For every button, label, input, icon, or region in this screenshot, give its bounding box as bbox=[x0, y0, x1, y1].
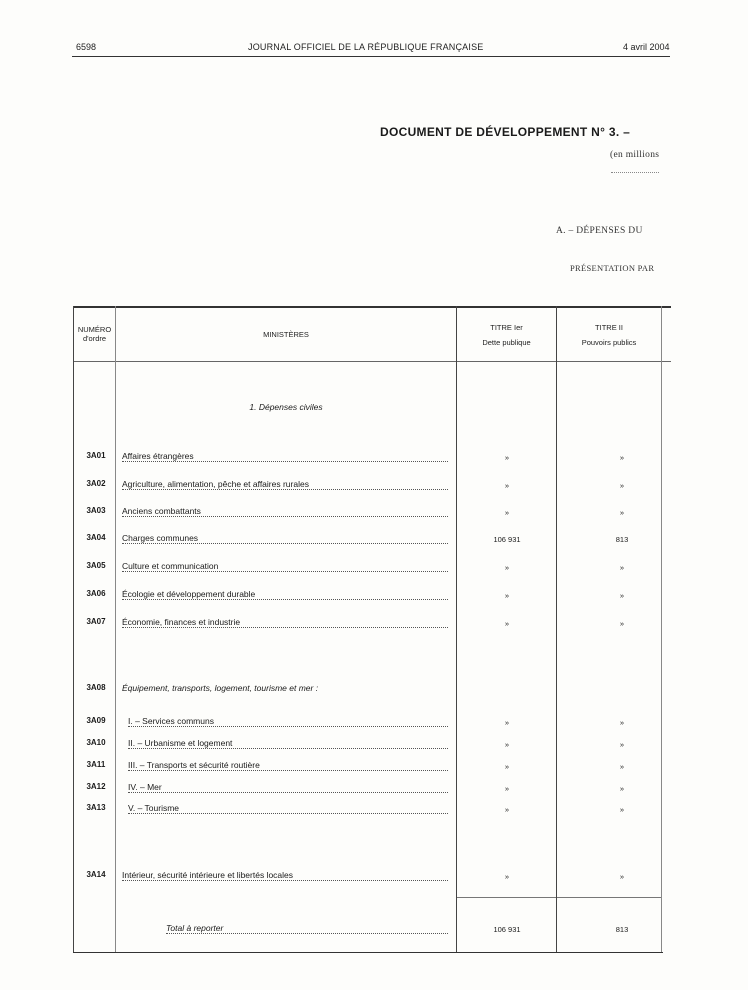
row-label: Agriculture, alimentation, pêche et affaires rurales bbox=[122, 479, 309, 489]
leader-dots bbox=[128, 726, 448, 727]
row-titre2: » bbox=[619, 508, 625, 517]
row-titre1: » bbox=[504, 784, 510, 793]
row-titre2: » bbox=[619, 563, 625, 572]
header-titre1 bbox=[457, 323, 556, 348]
row-code: 3A07 bbox=[86, 617, 106, 626]
row-titre2: » bbox=[619, 619, 625, 628]
row-titre2: » bbox=[619, 481, 625, 490]
row-titre1: » bbox=[504, 718, 510, 727]
document-title: DOCUMENT DE DÉVELOPPEMENT N° 3. – bbox=[380, 125, 631, 139]
row-titre1: » bbox=[504, 740, 510, 749]
row-code: 3A13 bbox=[86, 803, 106, 812]
header-ministeres: MINISTÈRES bbox=[263, 330, 309, 339]
row-label: III. – Transports et sécurité routière bbox=[128, 760, 260, 770]
row-code: 3A10 bbox=[86, 738, 106, 747]
header-titre1-l2: Dette publique bbox=[482, 338, 531, 348]
row-label: IV. – Mer bbox=[128, 782, 162, 792]
row-label: Anciens combattants bbox=[122, 506, 201, 516]
row-titre2: » bbox=[619, 740, 625, 749]
row-titre1: » bbox=[504, 481, 510, 490]
row-label: V. – Tourisme bbox=[128, 803, 180, 813]
row-label: II. – Urbanisme et logement bbox=[128, 738, 233, 748]
row-titre2: » bbox=[619, 872, 625, 881]
table-bottom-rule bbox=[73, 952, 663, 953]
row-label: Écologie et développement durable bbox=[122, 589, 256, 599]
leader-dots bbox=[122, 571, 448, 572]
journal-title: JOURNAL OFFICIEL DE LA RÉPUBLIQUE FRANÇAISE bbox=[248, 42, 484, 52]
row-code: 3A02 bbox=[86, 479, 106, 488]
row-titre1: » bbox=[504, 762, 510, 771]
row-titre2: » bbox=[619, 762, 625, 771]
row-titre1: 106 931 bbox=[493, 535, 521, 544]
leader-dots bbox=[122, 543, 448, 544]
publication-date: 4 avril 2004 bbox=[623, 42, 670, 52]
leader-dots bbox=[122, 516, 448, 517]
unit-underline bbox=[611, 172, 659, 173]
leader-dots bbox=[166, 933, 448, 934]
row-label: Culture et communication bbox=[122, 561, 219, 571]
total-separator bbox=[456, 897, 661, 898]
row-titre1: » bbox=[504, 872, 510, 881]
header-numero-l1: NUMÉRO bbox=[77, 325, 112, 334]
row-code: 3A14 bbox=[86, 870, 106, 879]
row-code: 3A01 bbox=[86, 451, 106, 460]
col-border-ministeres bbox=[456, 306, 457, 952]
leader-dots bbox=[128, 770, 448, 771]
row-label: Affaires étrangères bbox=[122, 451, 194, 461]
subsection-title: PRÉSENTATION PAR bbox=[570, 263, 655, 273]
row-titre2: » bbox=[619, 805, 625, 814]
row-titre2: » bbox=[619, 784, 625, 793]
header-titre1-l1: TITRE Ier bbox=[490, 323, 523, 332]
group-title: 1. Dépenses civiles bbox=[249, 402, 323, 412]
row-label: Économie, finances et industrie bbox=[122, 617, 241, 627]
header-numero bbox=[74, 325, 115, 344]
total-label: Total à reporter bbox=[166, 923, 224, 933]
total-titre1: 106 931 bbox=[493, 925, 521, 934]
row-code: 3A06 bbox=[86, 589, 106, 598]
row-titre2: » bbox=[619, 453, 625, 462]
leader-dots bbox=[122, 599, 448, 600]
unit-note: (en millions bbox=[610, 150, 660, 160]
row-titre2: » bbox=[619, 591, 625, 600]
row-code: 3A03 bbox=[86, 506, 106, 515]
col-border-titre1 bbox=[556, 306, 557, 952]
leader-dots bbox=[128, 792, 448, 793]
row-titre2: 813 bbox=[615, 535, 629, 544]
leader-dots bbox=[128, 748, 448, 749]
row-code: 3A11 bbox=[86, 760, 106, 769]
row-titre1: » bbox=[504, 508, 510, 517]
section-title: A. – DÉPENSES DU bbox=[556, 226, 643, 236]
col-border-left bbox=[73, 306, 74, 952]
row-code: 3A04 bbox=[86, 533, 106, 542]
header-rule bbox=[72, 56, 670, 57]
table-top-rule bbox=[73, 306, 671, 308]
header-numero-l2: d'ordre bbox=[82, 334, 107, 344]
row-label: Intérieur, sécurité intérieure et libertés locales bbox=[122, 870, 294, 880]
row-titre1: » bbox=[504, 563, 510, 572]
row-titre2: » bbox=[619, 718, 625, 727]
row-titre1: » bbox=[504, 591, 510, 600]
row-code: 3A08 bbox=[86, 683, 106, 692]
header-titre2 bbox=[557, 323, 661, 348]
leader-dots bbox=[122, 489, 448, 490]
leader-dots bbox=[122, 627, 448, 628]
col-border-titre2 bbox=[661, 306, 662, 952]
leader-dots bbox=[122, 880, 448, 881]
header-titre2-l1: TITRE II bbox=[595, 323, 623, 332]
row-label: Équipement, transports, logement, tourisme et mer : bbox=[122, 683, 319, 693]
row-label: I. – Services communs bbox=[128, 716, 214, 726]
leader-dots bbox=[128, 813, 448, 814]
page-number: 6598 bbox=[76, 42, 97, 52]
row-code: 3A09 bbox=[86, 716, 106, 725]
header-titre2-l2: Pouvoirs publics bbox=[581, 338, 637, 348]
row-label: Charges communes bbox=[122, 533, 199, 543]
row-titre1: » bbox=[504, 805, 510, 814]
row-code: 3A05 bbox=[86, 561, 106, 570]
leader-dots bbox=[122, 461, 448, 462]
table-header-rule bbox=[73, 361, 671, 362]
row-titre1: » bbox=[504, 619, 510, 628]
row-code: 3A12 bbox=[86, 782, 106, 791]
row-titre1: » bbox=[504, 453, 510, 462]
total-titre2: 813 bbox=[615, 925, 629, 934]
